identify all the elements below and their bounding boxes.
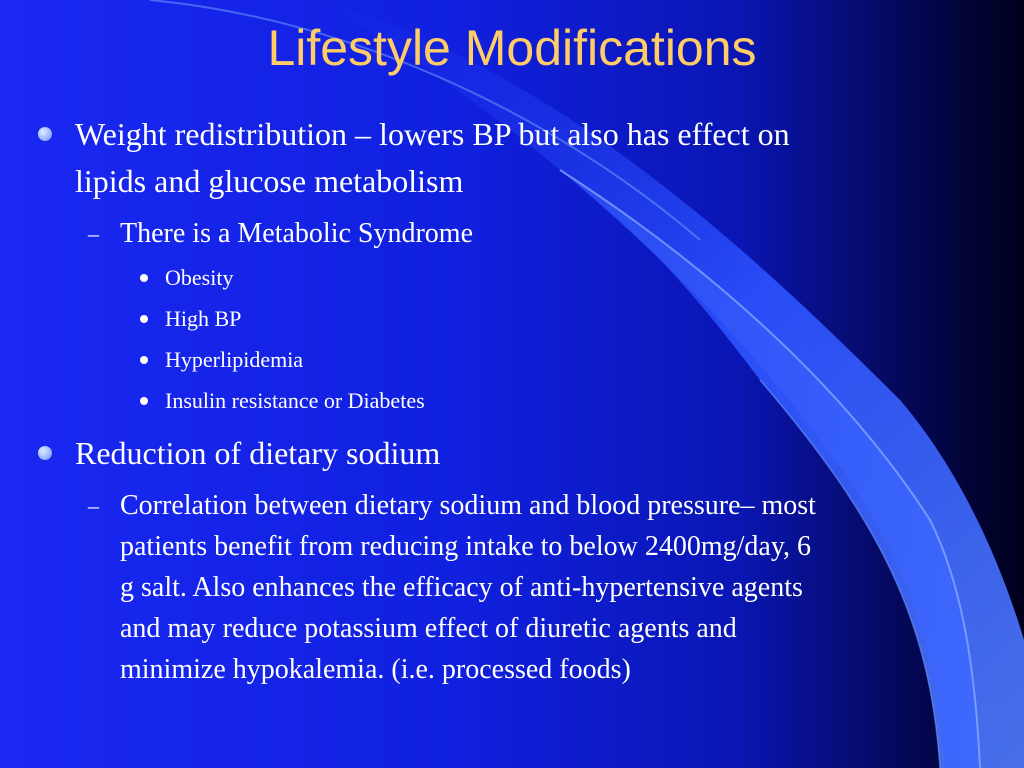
bullet-dot xyxy=(38,446,52,460)
bullet-dot xyxy=(140,356,148,364)
sub-bullet-dash: – xyxy=(88,221,99,246)
bullet-dot xyxy=(140,315,148,323)
bullet-2-text: Reduction of dietary sodium xyxy=(75,435,441,471)
sodium-detail-line-2: patients benefit from reducing intake to below 2400mg/day, 6 xyxy=(120,531,812,562)
bullet-dot xyxy=(38,127,52,141)
sub-bullet-dash: – xyxy=(88,493,99,518)
list-item-insulin-resistance: Insulin resistance or Diabetes xyxy=(165,388,425,413)
sub-bullet-metabolic-syndrome: There is a Metabolic Syndrome xyxy=(120,218,474,249)
list-item-high-bp: High BP xyxy=(165,306,242,331)
list-item-obesity: Obesity xyxy=(165,265,234,290)
bullet-1-line-2: lipids and glucose metabolism xyxy=(75,163,464,199)
bullet-1-line-1: Weight redistribution – lowers BP but also has effect on xyxy=(75,116,790,152)
sodium-detail-line-1: Correlation between dietary sodium and blood pressure– most xyxy=(120,490,816,521)
sodium-detail-line-5: minimize hypokalemia. (i.e. processed foods) xyxy=(120,654,631,685)
bullet-dot xyxy=(140,274,148,282)
slide-title: Lifestyle Modifications xyxy=(267,20,757,76)
sodium-detail-line-4: and may reduce potassium effect of diuretic agents and xyxy=(120,613,737,644)
sodium-detail-line-3: g salt. Also enhances the efficacy of anti-hypertensive agents xyxy=(120,572,803,603)
bullet-dot xyxy=(140,397,148,405)
list-item-hyperlipidemia: Hyperlipidemia xyxy=(165,347,304,372)
